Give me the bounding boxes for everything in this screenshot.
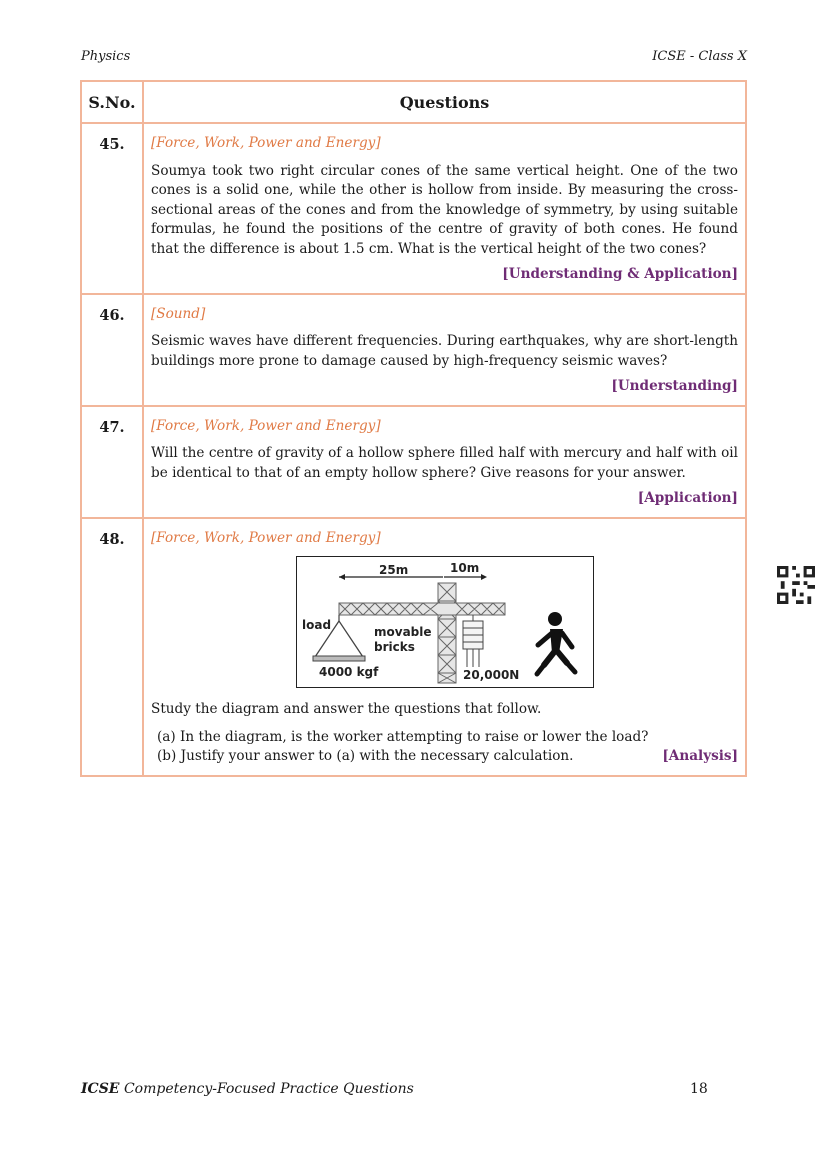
subquestion-b (151, 747, 738, 767)
footer-title (81, 1081, 414, 1097)
label-load: load (301, 618, 331, 632)
question-tag: [Understanding] (611, 378, 738, 394)
header-class: ICSE - Class X (652, 49, 747, 64)
table-header-row (81, 81, 746, 123)
question-text: Study the diagram and answer the questions that follow. (151, 701, 542, 717)
table-row (81, 123, 746, 294)
crane-tower (438, 583, 456, 683)
crane-diagram (296, 556, 594, 688)
question-tag: [Analysis] (662, 748, 738, 764)
arrowhead (481, 574, 487, 580)
column-header-sno: S.No. (81, 81, 143, 123)
question-text: Soumya took two right circular cones of the same vertical height. One of the two cones is a solid one, while the other is hollow from inside. By measuring the cross-sectional areas of the cones and from the knowledge of symmetry, by using suitable formulas, he found the positions of the centre of gravity of both cones. He found that the difference is about 1.5 cm. What is the vertical height of the two cones? (151, 162, 738, 257)
crane-diagram-svg (297, 557, 593, 687)
table-row (81, 518, 746, 776)
qr-code-icon (777, 566, 815, 604)
load-base (313, 656, 365, 661)
question-cell (143, 123, 746, 294)
arrowhead (339, 574, 345, 580)
label-20000n: 20,000N (462, 668, 519, 682)
question-number: 48. (81, 518, 143, 776)
question-number: 45. (81, 123, 143, 294)
column-header-questions: Questions (143, 81, 746, 123)
question-text: Will the centre of gravity of a hollow sphere filled half with mercury and half with oil be identical to that of an empty hollow sphere? Give reasons for your answer. (151, 445, 738, 481)
header-subject: Physics (81, 49, 131, 64)
walking-person-icon (537, 612, 575, 674)
subquestion-b-text: (b) Justify your answer to (a) with the necessary calculation. (157, 748, 574, 764)
footer-subtitle: Competency-Focused Practice Questions (123, 1081, 414, 1097)
label-movable: movable (373, 625, 432, 639)
table-row (81, 406, 746, 518)
page-number: 18 (690, 1081, 708, 1097)
question-topic: [Force, Work, Power and Energy] (151, 417, 381, 434)
question-cell (143, 406, 746, 518)
question-cell (143, 518, 746, 776)
question-tag: [Application] (637, 490, 738, 506)
questions-table (80, 80, 747, 777)
question-cell (143, 294, 746, 406)
question-tag: [Understanding & Application] (502, 266, 738, 282)
question-text: Seismic waves have different frequencies. During earthquakes, why are short-length buildings more prone to damage caused by high-frequency seismic waves? (151, 333, 738, 369)
table-row (81, 294, 746, 406)
question-topic: [Sound] (151, 305, 206, 322)
label-bricks: bricks (373, 640, 415, 654)
subquestion-a-text: (a) In the diagram, is the worker attempting to raise or lower the load? (157, 728, 649, 745)
question-number: 46. (81, 294, 143, 406)
crane-jib (339, 603, 505, 615)
subquestion-a (151, 728, 738, 748)
label-25m: 25m (378, 563, 408, 577)
question-topic: [Force, Work, Power and Energy] (151, 529, 381, 546)
question-topic: [Force, Work, Power and Energy] (151, 135, 381, 151)
counterweight (463, 615, 483, 667)
question-number: 47. (81, 406, 143, 518)
label-10m: 10m (449, 561, 479, 575)
footer-brand: ICSE (81, 1081, 120, 1097)
label-4000kgf: 4000 kgf (318, 665, 378, 679)
